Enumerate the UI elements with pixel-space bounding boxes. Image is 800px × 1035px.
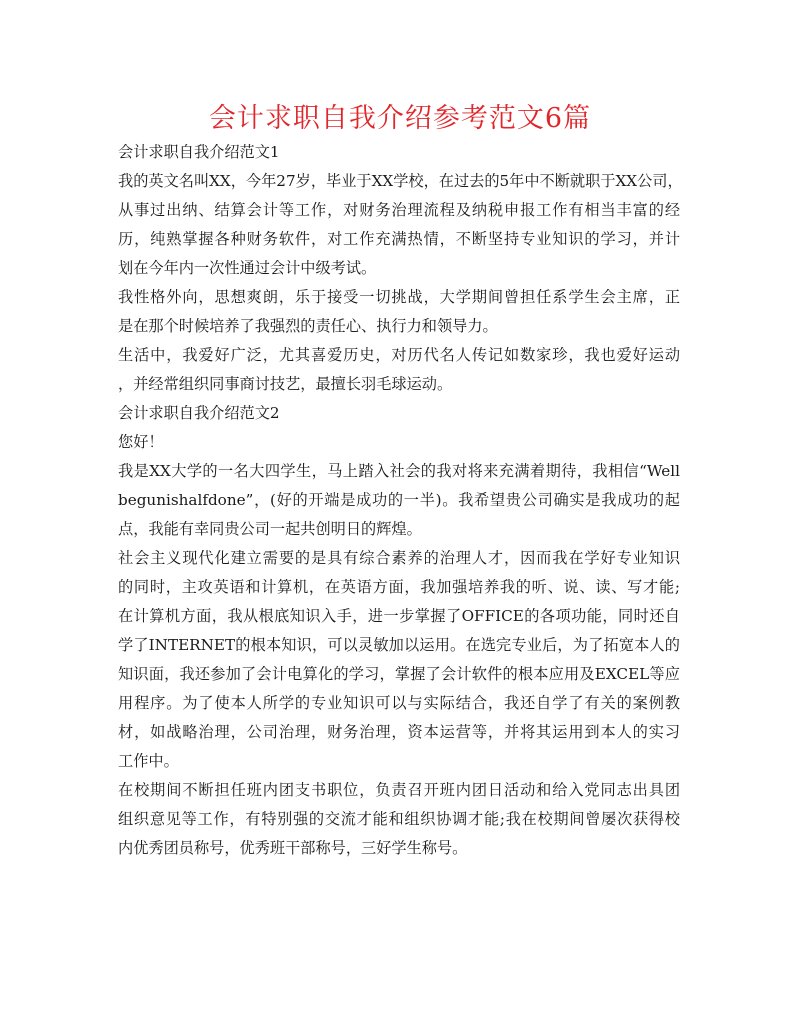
text-line: 会计求职自我介绍范文1 <box>118 143 280 161</box>
text-line: 生活中，我爱好广泛，尤其喜爱历史，对历代名人传记如数家珍，我也爱好运动 <box>118 346 680 364</box>
text-line: 材，如战略治理，公司治理，财务治理，资本运营等，并将其运用到本人的实习 <box>118 723 680 741</box>
text-line: 从事过出纳、结算会计等工作，对财务治理流程及纳税申报工作有相当丰富的经 <box>118 201 680 219</box>
text-line: 历，纯熟掌握各种财务软件，对工作充满热情，不断坚持专业知识的学习，并计 <box>118 230 680 248</box>
text-line: 组织意见等工作，有特别强的交流才能和组织协调才能;我在校期间曾屡次获得校 <box>118 810 680 828</box>
text-line: 是在那个时候培养了我强烈的责任心、执行力和领导力。 <box>118 317 498 335</box>
text-line: ，并经常组织同事商讨技艺，最擅长羽毛球运动。 <box>118 375 453 393</box>
text-line: 学了INTERNET的根本知识，可以灵敏加以运用。在选完专业后，为了拓宽本人的 <box>118 636 680 654</box>
text-line: 社会主义现代化建立需要的是具有综合素养的治理人才，因而我在学好专业知识 <box>118 549 680 567</box>
text-line: 您好！ <box>118 433 164 451</box>
text-line: 用程序。为了使本人所学的专业知识可以与实际结合，我还自学了有关的案例教 <box>118 694 680 712</box>
document-body <box>118 138 683 863</box>
text-line: 会计求职自我介绍范文2 <box>118 404 280 422</box>
text-line: 的同时，主攻英语和计算机，在英语方面，我加强培养我的听、说、读、写才能; <box>118 578 680 596</box>
text-line: 内优秀团员称号，优秀班干部称号，三好学生称号。 <box>118 839 468 857</box>
text-line: 在校期间不断担任班内团支书职位，负责召开班内团日活动和给入党同志出具团 <box>118 781 680 799</box>
document-title: 会计求职自我介绍参考范文6篇 <box>208 103 592 134</box>
text-line: 我性格外向，思想爽朗，乐于接受一切挑战，大学期间曾担任系学生会主席，正 <box>118 288 680 306</box>
text-line: begunishalfdone”，(好的开端是成功的一半)。我希望贵公司确实是我成功的起 <box>118 491 680 509</box>
text-line: 在计算机方面，我从根底知识入手，进一步掌握了OFFICE的各项功能，同时还自 <box>118 607 680 625</box>
text-line: 我是XX大学的一名大四学生，马上踏入社会的我对将来充满着期待，我相信“Well <box>118 462 680 480</box>
text-line: 点，我能有幸同贵公司一起共创明日的辉煌。 <box>118 520 422 538</box>
text-line: 我的英文名叫XX，今年27岁，毕业于XX学校，在过去的5年中不断就职于XX公司， <box>118 172 683 190</box>
text-line: 工作中。 <box>118 752 179 770</box>
text-line: 划在今年内一次性通过会计中级考试。 <box>118 259 377 277</box>
text-line: 知识面，我还参加了会计电算化的学习，掌握了会计软件的根本应用及EXCEL等应 <box>118 665 680 683</box>
